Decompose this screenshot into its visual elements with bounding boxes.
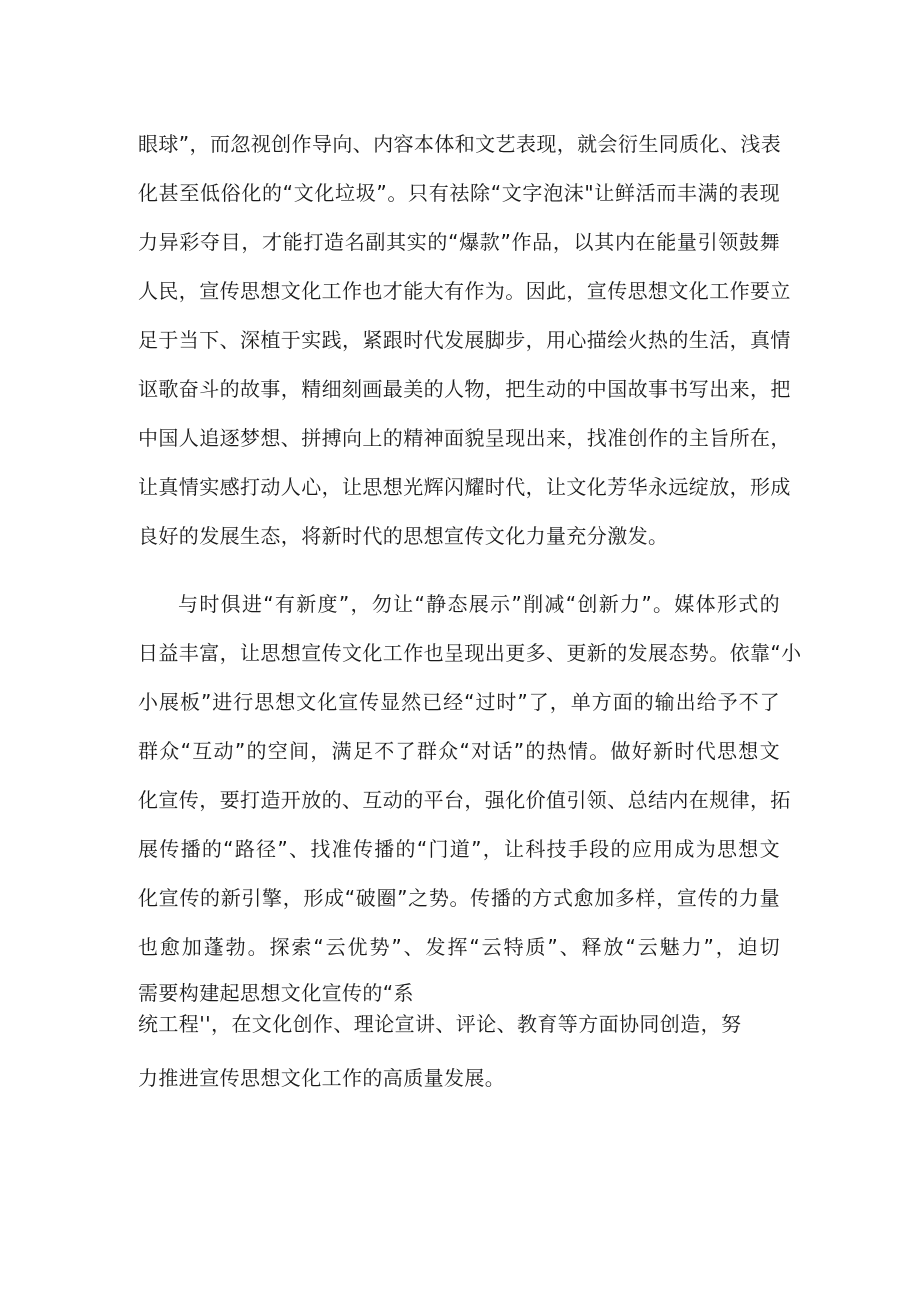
paragraph-2-line: 日益丰富，让思想宣传文化工作也呈现出更多、更新的发展态势。依靠“小 <box>138 641 802 665</box>
paragraph-2-line: 群众“互动”的空间，满足不了群众“对话”的热情。做好新时代思想文 <box>138 739 780 763</box>
paragraph-1-line: 眼球”，而忽视创作导向、内容本体和文艺表现，就会衍生同质化、浅表 <box>138 132 782 156</box>
paragraph-1-line: 人民，宣传思想文化工作也才能大有作为。因此，宣传思想文化工作要立 <box>138 279 791 303</box>
paragraph-2-line: 展传播的“路径”、找准传播的“门道”，让科技手段的应用成为思想文 <box>138 837 780 861</box>
paragraph-2-line: 也愈加蓬勃。探索“云优势”、发挥“云特质”、释放“云魅力”，迫切 <box>138 935 780 959</box>
paragraph-2-line: 力推进宣传思想文化工作的高质量发展。 <box>138 1066 506 1090</box>
paragraph-1-line: 让真情实感打动人心，让思想光辉闪耀时代，让文化芳华永远绽放，形成 <box>138 475 791 499</box>
paragraph-1-line: 中国人追逐梦想、拼搏向上的精神面貌呈现出来，找准创作的主旨所在， <box>138 426 791 450</box>
paragraph-2-line: 小展板”进行思想文化宣传显然已经“过时”了，单方面的输出给予不了 <box>138 690 780 714</box>
paragraph-1-line: 足于当下、深植于实践，紧跟时代发展脚步，用心描绘火热的生活，真情 <box>138 328 791 352</box>
paragraph-2-line: 需要构建起思想文化宣传的“系 <box>138 981 414 1005</box>
paragraph-2-line: 化宣传的新引擎，形成“破圈”之势。传播的方式愈加多样，宣传的力量 <box>138 886 780 910</box>
paragraph-1-line: 良好的发展生态，将新时代的思想宣传文化力量充分激发。 <box>138 524 669 548</box>
paragraph-1-line: 力异彩夺目，才能打造名副其实的“爆款”作品，以其内在能量引领鼓舞 <box>138 230 780 254</box>
paragraph-2-line: 化宣传，要打造开放的、互动的平台，强化价值引领、总结内在规律，拓 <box>138 788 791 812</box>
paragraph-2-line: 与时俱进“有新度”，勿让“静态展示”削减“创新力”。媒体形式的 <box>178 592 780 616</box>
paragraph-1-line: 讴歌奋斗的故事，精细刻画最美的人物，把生动的中国故事书写出来，把 <box>138 377 791 401</box>
paragraph-2-line: 统工程''，在文化创作、理论宣讲、评论、教育等方面协同创造，努 <box>138 1012 742 1036</box>
paragraph-1-line: 化甚至低俗化的“文化垃圾”。只有祛除“文字泡沫"让鲜活而丰满的表现 <box>138 181 780 205</box>
